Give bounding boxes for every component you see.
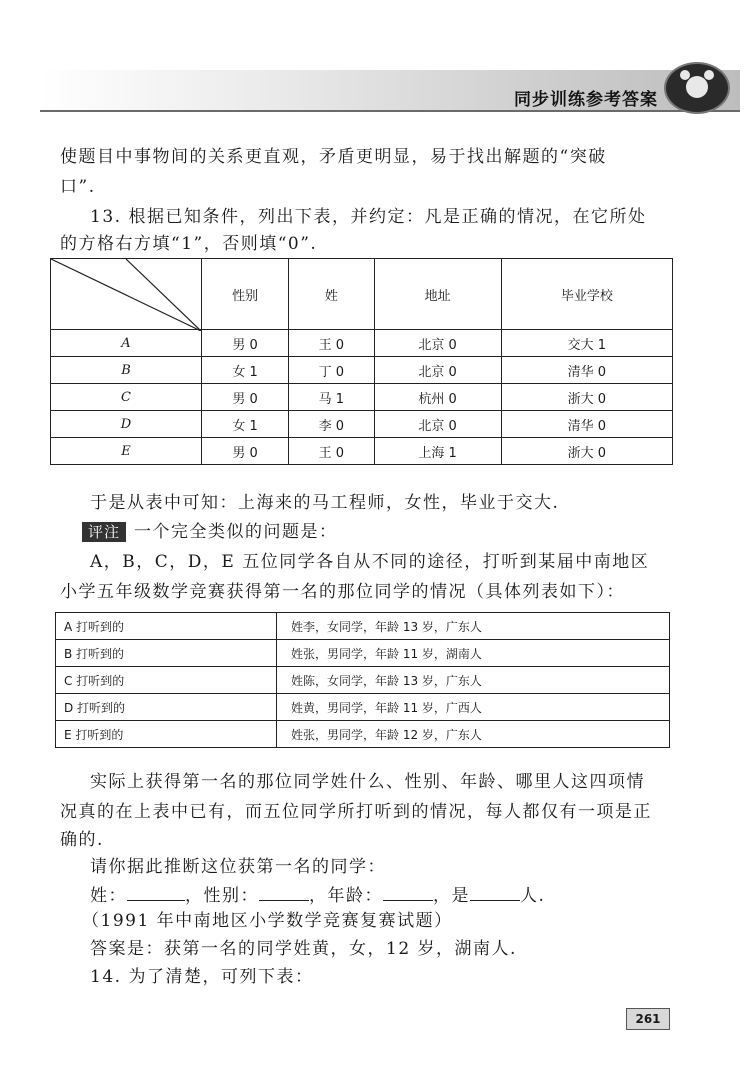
table-row <box>56 694 670 721</box>
paragraph-line: 况真的在上表中已有，而五位同学所打听到的情况，每人都仅有一项是正 <box>60 802 652 822</box>
table-cell: 清华 0 <box>501 411 672 438</box>
table-cell: 男 0 <box>202 438 289 465</box>
surname-label: 姓： <box>90 886 127 906</box>
table-cell: 北京 0 <box>374 357 501 384</box>
problem-14-line: 14. 为了清楚，可列下表： <box>90 967 314 987</box>
table-cell: 男 0 <box>202 330 289 357</box>
source-line: （1991 年中南地区小学数学竞赛复赛试题） <box>82 911 453 931</box>
answer-line: 答案是：获第一名的同学姓黄，女，12 岁，湖南人. <box>90 939 517 959</box>
place-suffix: 人. <box>520 886 546 906</box>
clue-source-cell: C 打听到的 <box>56 667 277 694</box>
table-cell: 男 0 <box>202 384 289 411</box>
page-number: 261 <box>626 1008 670 1030</box>
mascot-logo-icon <box>664 62 730 114</box>
gender-blank <box>259 884 309 901</box>
column-header: 姓 <box>289 259 374 330</box>
table-row <box>51 357 673 384</box>
table-cell: 丁 0 <box>289 357 374 384</box>
clue-source-cell: D 打听到的 <box>56 694 277 721</box>
row-label: D <box>51 411 202 438</box>
clue-source-cell: E 打听到的 <box>56 721 277 748</box>
clue-table <box>55 612 670 748</box>
table-cell: 交大 1 <box>501 330 672 357</box>
row-label: E <box>51 438 202 465</box>
table-cell: 女 1 <box>202 411 289 438</box>
note-intro: 一个完全类似的问题是： <box>134 522 338 542</box>
age-blank <box>383 884 433 901</box>
table-cell: 北京 0 <box>374 411 501 438</box>
paragraph-line: 使题目中事物间的关系更直观，矛盾更明显，易于找出解题的“突破 <box>60 147 607 167</box>
table-cell: 李 0 <box>289 411 374 438</box>
table-row <box>51 330 673 357</box>
column-header: 地址 <box>374 259 501 330</box>
note-badge: 评注 <box>82 522 126 542</box>
paragraph-line: 口”. <box>60 177 96 197</box>
table-cell: 王 0 <box>289 438 374 465</box>
table-cell: 北京 0 <box>374 330 501 357</box>
note-line: A，B，C，D，E 五位同学各自从不同的途径，打听到某届中南地区 <box>90 552 650 572</box>
clue-info-cell: 姓张，男同学，年龄 11 岁，湖南人 <box>277 640 670 667</box>
row-label: C <box>51 384 202 411</box>
column-header: 性别 <box>202 259 289 330</box>
column-header: 毕业学校 <box>501 259 672 330</box>
note-line <box>82 522 338 542</box>
truth-table <box>50 258 673 465</box>
clue-info-cell: 姓陈，女同学，年龄 13 岁，广东人 <box>277 667 670 694</box>
clue-info-cell: 姓张，男同学，年龄 12 岁，广东人 <box>277 721 670 748</box>
clue-info-cell: 姓李，女同学，年龄 13 岁，广东人 <box>277 613 670 640</box>
diagonal-header-cell <box>51 259 202 330</box>
row-label: B <box>51 357 202 384</box>
fill-in-line <box>90 884 545 906</box>
table-row <box>56 613 670 640</box>
row-label: A <box>51 330 202 357</box>
place-blank <box>470 884 520 901</box>
table-cell: 马 1 <box>289 384 374 411</box>
note-line: 小学五年级数学竞赛获得第一名的那位同学的情况（具体列表如下）： <box>60 582 625 602</box>
problem-13-line: 的方格右方填“1”，否则填“0”. <box>60 234 318 254</box>
diagonal-lines-icon <box>51 259 201 331</box>
table-cell: 浙大 0 <box>501 438 672 465</box>
table-cell: 王 0 <box>289 330 374 357</box>
table-row <box>56 721 670 748</box>
table-cell: 清华 0 <box>501 357 672 384</box>
table-cell: 上海 1 <box>374 438 501 465</box>
surname-blank <box>127 884 185 901</box>
clue-source-cell: A 打听到的 <box>56 613 277 640</box>
age-label: ，年龄： <box>309 886 383 906</box>
gender-label: ，性别： <box>185 886 259 906</box>
table-cell: 浙大 0 <box>501 384 672 411</box>
problem-13-line: 13. 根据已知条件，列出下表，并约定：凡是正确的情况，在它所处 <box>90 207 647 227</box>
running-header-title: 同步训练参考答案 <box>514 90 658 110</box>
clue-source-cell: B 打听到的 <box>56 640 277 667</box>
conclusion-line: 于是从表中可知：上海来的马工程师，女性，毕业于交大. <box>90 493 560 513</box>
question-line: 请你据此推断这位获第一名的同学： <box>90 857 386 877</box>
table-row <box>51 438 673 465</box>
paragraph-line: 实际上获得第一名的那位同学姓什么、性别、年龄、哪里人这四项情 <box>90 772 645 792</box>
place-label: ，是 <box>433 886 470 906</box>
table-row <box>56 640 670 667</box>
clue-info-cell: 姓黄，男同学，年龄 11 岁，广西人 <box>277 694 670 721</box>
table-row <box>51 411 673 438</box>
paragraph-line: 确的. <box>60 830 104 850</box>
table-cell: 女 1 <box>202 357 289 384</box>
table-cell: 杭州 0 <box>374 384 501 411</box>
table-row <box>56 667 670 694</box>
table-row <box>51 384 673 411</box>
